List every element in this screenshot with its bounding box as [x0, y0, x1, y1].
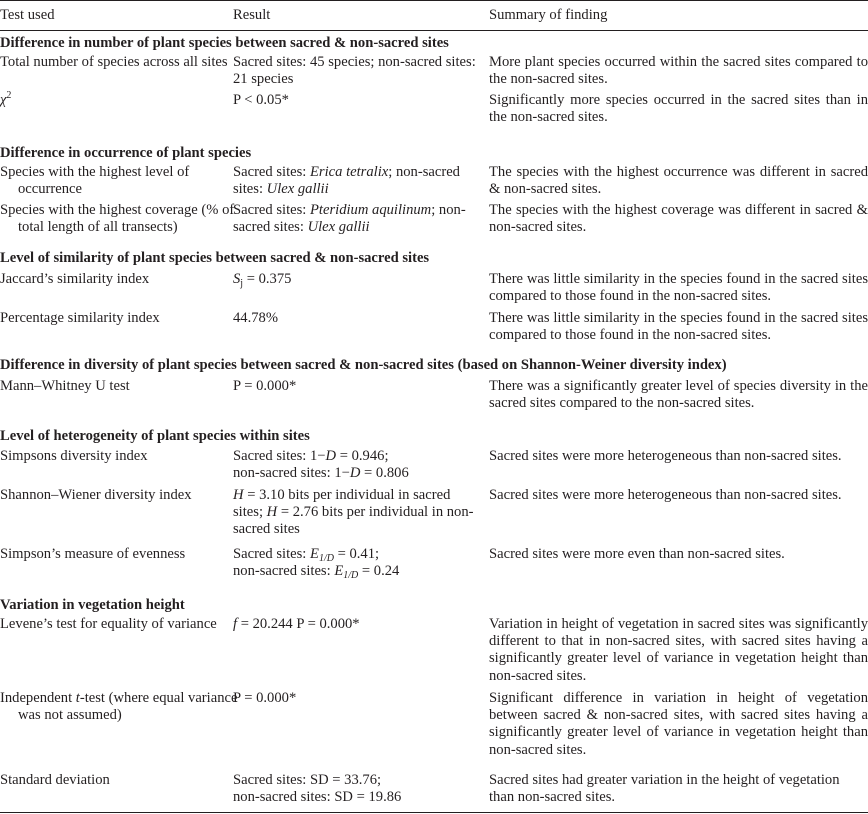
result-text: = 3.10 bits per individual in sacred sites; [233, 487, 451, 521]
result-cell [233, 772, 483, 806]
result-cell: P = 0.000* [233, 690, 297, 706]
test-cell: Levene’s test for equality of variance [0, 616, 217, 632]
result-text: ; non-sacred sites: [233, 164, 460, 198]
test-cell: Simpsons diversity index [0, 448, 148, 464]
result-cell [233, 487, 483, 539]
result-text: non-sacred sites: 1− [233, 465, 350, 482]
math-var: E [310, 546, 319, 562]
result-cell [233, 448, 483, 482]
table-header-rule [0, 30, 868, 31]
summary-cell: Sacred sites were more even than non-sacred sites. [489, 546, 785, 562]
section-title: Level of similarity of plant species between sacred & non-sacred sites [0, 250, 430, 266]
result-cell [233, 164, 483, 198]
math-var: t [75, 690, 80, 706]
species-name: Erica tetralix [310, 164, 389, 180]
section-title: Difference in occurrence of plant species [0, 145, 252, 161]
summary-cell: Sacred sites were more heterogeneous than non-sacred sites. [489, 487, 842, 503]
result-text: non-sacred sites: [233, 563, 335, 580]
summary-cell: More plant species occurred within the sacred sites compared to the non-sacred sites. [489, 54, 868, 88]
species-name: Pteridium aquilinum [310, 202, 432, 218]
result-text: Sacred sites: [233, 202, 311, 218]
result-text: Sacred sites: 1− [233, 448, 326, 464]
summary-cell: There was little similarity in the species found in the sacred sites compared to those found in the non-sacred sites. [489, 271, 868, 305]
result-cell: P = 0.000* [233, 378, 297, 394]
test-text: Independent [0, 690, 76, 706]
math-var: f [233, 616, 238, 632]
summary-cell: Sacred sites had greater variation in the height of vegetation than non-sacred sites. [489, 772, 840, 806]
result-cell [233, 202, 483, 236]
math-subscript: 1/D [343, 570, 359, 582]
test-cell [0, 690, 246, 724]
math-var: H [266, 504, 278, 521]
result-cell [233, 546, 483, 580]
test-text: -test (where equal variance was not assumed) [18, 690, 238, 724]
species-name: Ulex gallii [266, 181, 329, 198]
summary-cell: There was little similarity in the species found in the sacred sites compared to those found in the non-sacred sites. [489, 310, 868, 344]
result-cell: P < 0.05* [233, 92, 289, 108]
section-title: Variation in vegetation height [0, 597, 185, 613]
summary-cell: Significantly more species occurred in the sacred sites than in the non-sacred sites. [489, 92, 868, 126]
table-top-rule [0, 0, 868, 1]
result-cell: Sacred sites: 45 species; non-sacred sites: 21 species [233, 54, 476, 88]
header-summary: Summary of finding [489, 7, 608, 23]
result-text: = 0.41; [333, 546, 380, 562]
test-cell: Percentage similarity index [0, 310, 160, 326]
result-cell [233, 616, 483, 633]
test-cell: Mann–Whitney U test [0, 378, 130, 394]
index-symbol: S [233, 271, 241, 287]
test-cell: Species with the highest level of occurrence [0, 164, 190, 198]
section-title: Level of heterogeneity of plant species within sites [0, 428, 310, 444]
result-text: = 0.946; [336, 448, 389, 464]
result-text: = 0.806 [360, 465, 409, 482]
summary-cell: Sacred sites were more heterogeneous than non-sacred sites. [489, 448, 842, 464]
result-text: non-sacred sites: SD = 19.86 [233, 789, 402, 806]
result-text: Sacred sites: [233, 164, 311, 180]
table-header-row [0, 7, 868, 27]
section-title: Difference in diversity of plant species between sacred & non-sacred sites (based on Shannon-Weiner diversity index) [0, 357, 727, 373]
test-cell: Simpson’s measure of evenness [0, 546, 186, 562]
table-bottom-rule [0, 812, 868, 813]
test-cell: Jaccard’s similarity index [0, 271, 150, 287]
summary-cell: The species with the highest occurrence was different in sacred & non-sacred sites. [489, 164, 868, 198]
test-cell [0, 92, 228, 109]
result-text: = 0.375 [243, 271, 292, 287]
result-text: Sacred sites: SD = 33.76; [233, 772, 382, 788]
chi-superscript: 2 [6, 90, 12, 101]
result-text: = 2.76 bits per individual in non-sacred sites [233, 504, 474, 538]
test-cell: Total number of species across all sites [0, 54, 228, 70]
result-text: = 0.24 [358, 563, 400, 580]
index-subscript: j [240, 278, 244, 289]
result-cell [233, 271, 483, 288]
math-var: D [325, 448, 337, 464]
test-cell: Standard deviation [0, 772, 110, 788]
chi-symbol: χ [0, 92, 7, 108]
math-var: E [334, 563, 344, 580]
math-subscript: 1/D [318, 553, 334, 564]
math-var: D [349, 465, 361, 482]
summary-cell: There was a significantly greater level of species diversity in the sacred sites compared to the non-sacred sites. [489, 378, 868, 412]
result-text: = 20.244 P = 0.000* [237, 616, 360, 632]
test-cell: Shannon–Wiener diversity index [0, 487, 192, 503]
result-cell: 44.78% [233, 310, 278, 326]
summary-cell: Significant difference in variation in height of vegetation between sacred & non-sacred sites, with sacred sites having a significantly greater level of variance in vegetation height than non-sacred sites. [489, 690, 868, 758]
math-var: H [233, 487, 244, 503]
test-cell: Species with the highest coverage (% of total length of all transects) [0, 202, 235, 236]
header-test-used: Test used [0, 7, 55, 23]
header-result: Result [233, 7, 271, 23]
summary-cell: The species with the highest coverage was different in sacred & non-sacred sites. [489, 202, 868, 236]
species-name: Ulex gallii [307, 219, 370, 236]
section-title: Difference in number of plant species between sacred & non-sacred sites [0, 35, 449, 51]
result-text: ; non-sacred sites: [233, 202, 466, 236]
summary-cell: Variation in height of vegetation in sacred sites was significantly different to that in non-sacred sites, with sacred sites having a significantly greater level of variance in vegetation height than non-sacred sites. [489, 616, 868, 684]
result-text: Sacred sites: [233, 546, 311, 562]
